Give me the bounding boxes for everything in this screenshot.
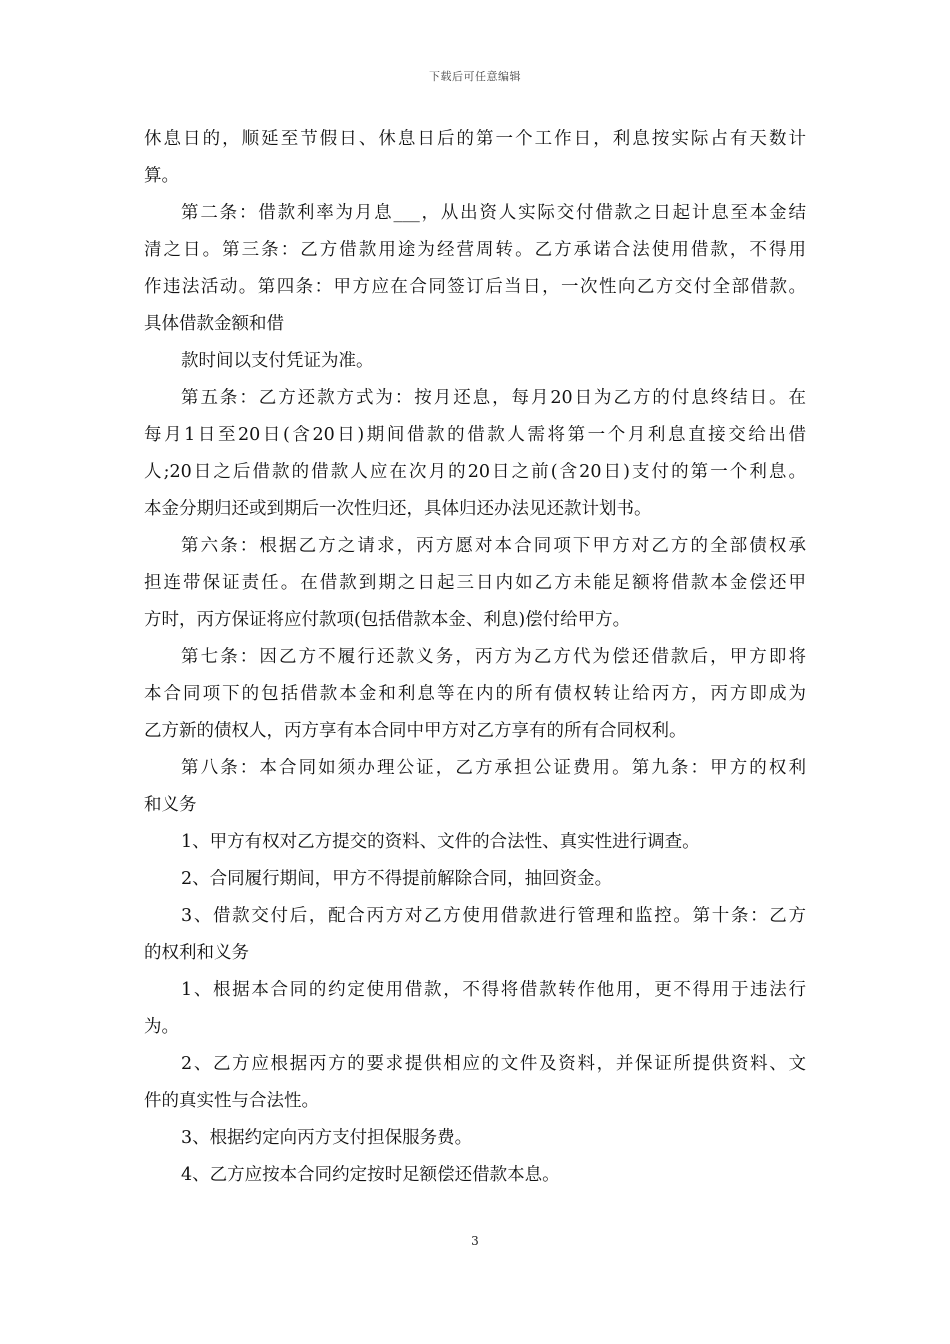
text-line: 担连带保证责任。在借款到期之日起三日内如乙方未能足额将借款本金偿还甲 <box>144 573 806 593</box>
text-line: 第二条：借款利率为月息___，从出资人实际交付借款之日起计息至本金结 <box>181 203 806 223</box>
text-line: 本金分期归还或到期后一次性归还，具体归还办法见还款计划书。 <box>144 499 652 519</box>
page-header: 下载后可任意编辑 <box>429 70 521 83</box>
text-line: 第六条：根据乙方之请求，丙方愿对本合同项下甲方对乙方的全部债权承 <box>181 536 806 556</box>
text-line: 每月1日至20日(含20日)期间借款的借款人需将第一个月利息直接交给出借 <box>144 425 806 445</box>
text-line: 4、乙方应按本合同约定按时足额偿还借款本息。 <box>181 1165 560 1185</box>
text-line: 2、合同履行期间，甲方不得提前解除合同，抽回资金。 <box>181 869 613 889</box>
text-line: 方时，丙方保证将应付款项(包括借款本金、利息)偿付给甲方。 <box>144 610 631 630</box>
text-line: 算。 <box>144 166 179 186</box>
text-line: 1、甲方有权对乙方提交的资料、文件的合法性、真实性进行调查。 <box>181 832 700 852</box>
text-line: 人;20日之后借款的借款人应在次月的20日之前(含20日)支付的第一个利息。 <box>144 462 806 482</box>
text-line: 3、根据约定向丙方支付担保服务费。 <box>181 1128 473 1148</box>
text-line: 件的真实性与合法性。 <box>144 1091 319 1111</box>
text-line: 2、乙方应根据丙方的要求提供相应的文件及资料，并保证所提供资料、文 <box>181 1054 806 1074</box>
text-line: 1、根据本合同的约定使用借款，不得将借款转作他用，更不得用于违法行 <box>181 980 806 1000</box>
text-line: 休息日的，顺延至节假日、休息日后的第一个工作日，利息按实际占有天数计 <box>144 129 806 149</box>
document-body <box>144 121 806 1194</box>
text-line: 的权利和义务 <box>144 943 249 963</box>
page-number: 3 <box>471 1234 479 1248</box>
text-line: 第七条：因乙方不履行还款义务，丙方为乙方代为偿还借款后，甲方即将 <box>181 647 806 667</box>
text-line: 和义务 <box>144 795 197 815</box>
text-line: 第八条：本合同如须办理公证，乙方承担公证费用。第九条：甲方的权利 <box>181 758 806 778</box>
text-line: 本合同项下的包括借款本金和利息等在内的所有债权转让给丙方，丙方即成为 <box>144 684 806 704</box>
text-line: 清之日。第三条：乙方借款用途为经营周转。乙方承诺合法使用借款，不得用 <box>144 240 806 260</box>
text-line: 乙方新的债权人，丙方享有本合同中甲方对乙方享有的所有合同权利。 <box>144 721 687 741</box>
text-line: 为。 <box>144 1017 179 1037</box>
text-line: 作违法活动。第四条：甲方应在合同签订后当日，一次性向乙方交付全部借款。 <box>144 277 806 297</box>
text-line: 款时间以支付凭证为准。 <box>181 351 374 371</box>
text-line: 3、借款交付后，配合丙方对乙方使用借款进行管理和监控。第十条：乙方 <box>181 906 806 926</box>
text-line: 具体借款金额和借 <box>144 314 284 334</box>
text-line: 第五条：乙方还款方式为：按月还息，每月20日为乙方的付息终结日。在 <box>181 388 806 408</box>
